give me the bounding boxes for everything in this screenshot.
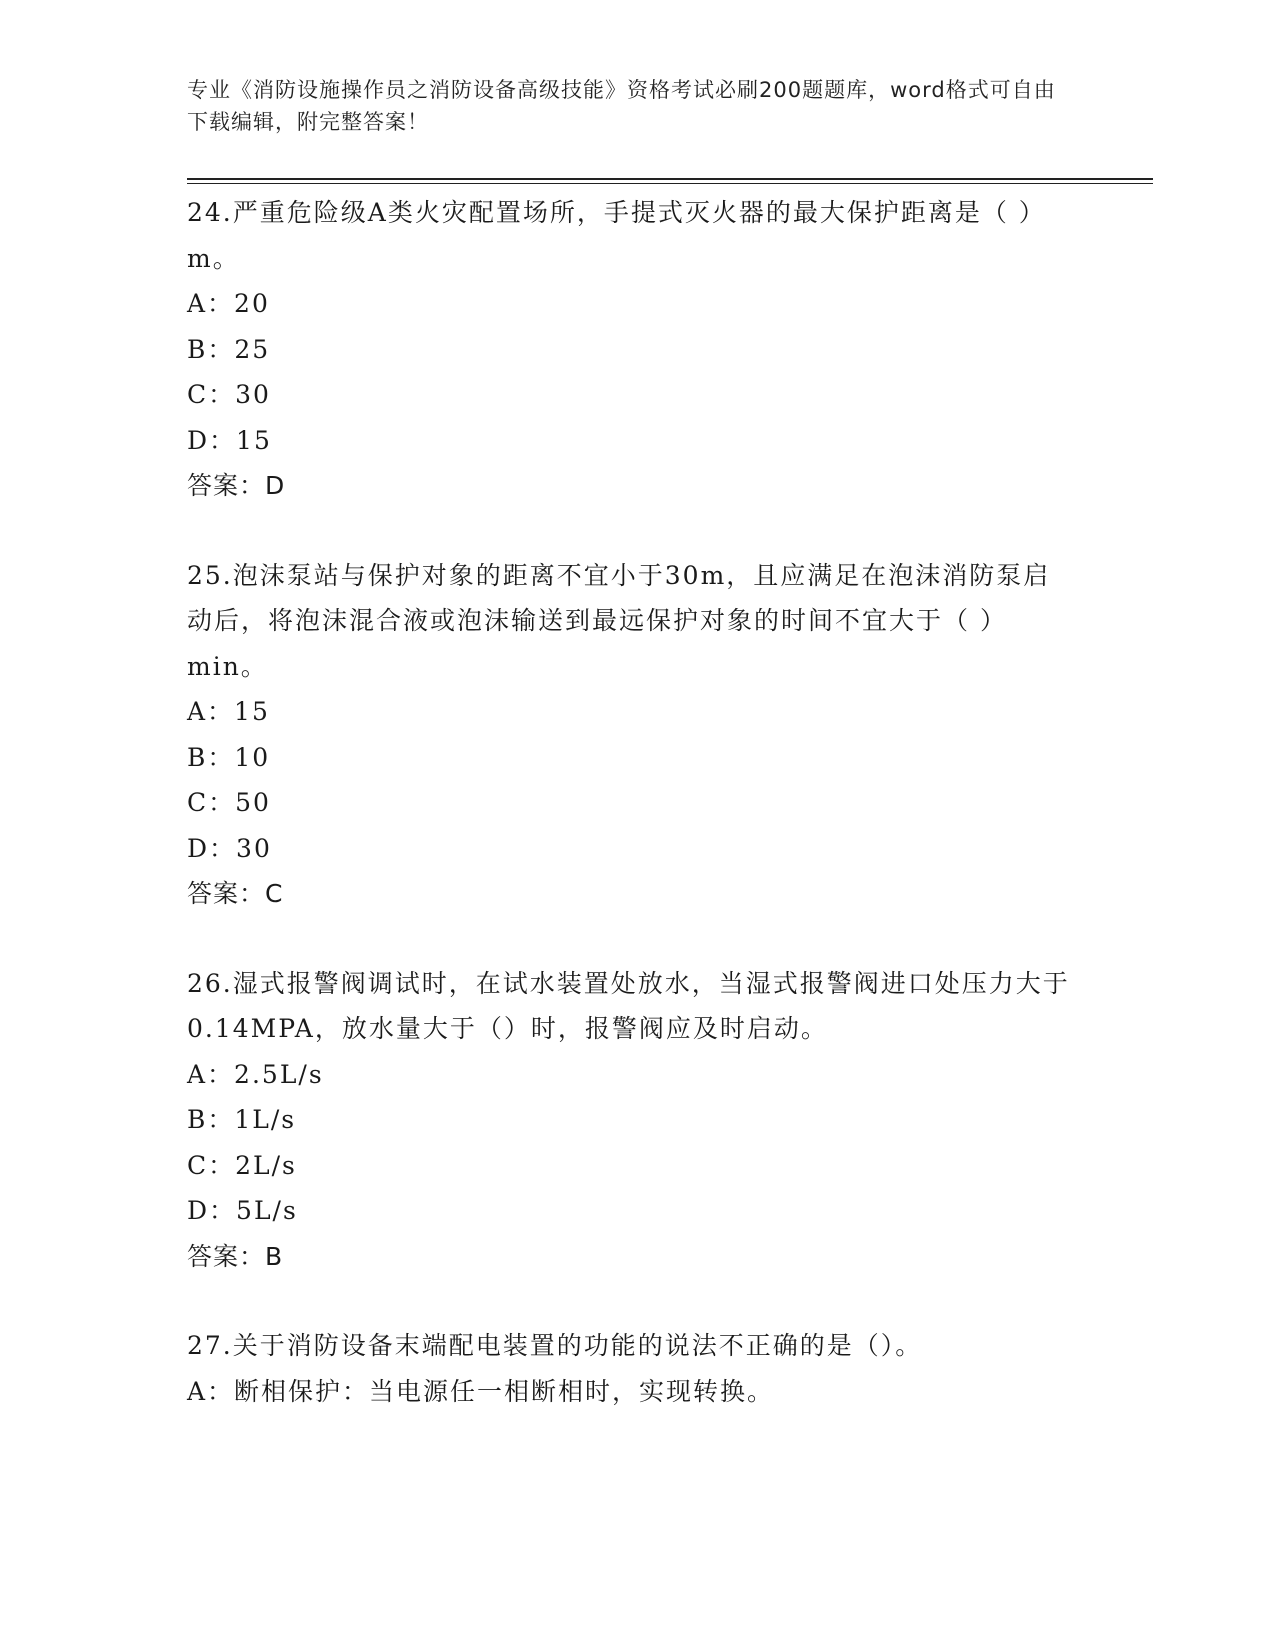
question-text: 27.关于消防设备末端配电装置的功能的说法不正确的是（）。 bbox=[187, 1331, 923, 1360]
option-a: A：断相保护：当电源任一相断相时，实现转换。 bbox=[187, 1376, 775, 1406]
question-list bbox=[187, 190, 1077, 1414]
answer: 答案：B bbox=[187, 1241, 284, 1271]
option-b: B：25 bbox=[187, 334, 271, 364]
answer: 答案：D bbox=[187, 471, 286, 500]
question-24 bbox=[187, 190, 1077, 509]
option-a: A：20 bbox=[187, 289, 270, 318]
header-divider-thin bbox=[187, 183, 1153, 184]
question-25 bbox=[187, 553, 1077, 917]
option-d: D：15 bbox=[187, 425, 272, 455]
question-27 bbox=[187, 1323, 1077, 1414]
option-a: A：15 bbox=[187, 697, 270, 726]
question-26 bbox=[187, 961, 1077, 1280]
document-header bbox=[187, 74, 1067, 138]
option-d: D：30 bbox=[187, 833, 272, 863]
answer: 答案：C bbox=[187, 879, 284, 908]
option-c: C：2L/s bbox=[187, 1150, 297, 1180]
header-text: 专业《消防设施操作员之消防设备高级技能》资格考试必刷200题题库，word格式可自由下载编辑，附完整答案！ bbox=[187, 78, 1056, 134]
option-a: A：2.5L/s bbox=[187, 1059, 324, 1089]
option-d: D：5L/s bbox=[187, 1196, 298, 1225]
option-c: C：30 bbox=[187, 380, 271, 409]
option-c: C：50 bbox=[187, 788, 271, 817]
header-divider-thick bbox=[187, 178, 1153, 180]
question-text: 26.湿式报警阀调试时，在试水装置处放水，当湿式报警阀进口处压力大于0.14MPA，放水量大于（）时，报警阀应及时启动。 bbox=[187, 968, 1070, 1043]
option-b: B：10 bbox=[187, 742, 271, 772]
option-b: B：1L/s bbox=[187, 1105, 297, 1134]
question-text: 24.严重危险级A类火灾配置场所，手提式灭火器的最大保护距离是（ ）m。 bbox=[187, 198, 1046, 273]
question-text: 25.泡沫泵站与保护对象的距离不宜小于30m，且应满足在泡沫消防泵启动后，将泡沫混合液或泡沫输送到最远保护对象的时间不宜大于（ ）min。 bbox=[187, 560, 1051, 681]
